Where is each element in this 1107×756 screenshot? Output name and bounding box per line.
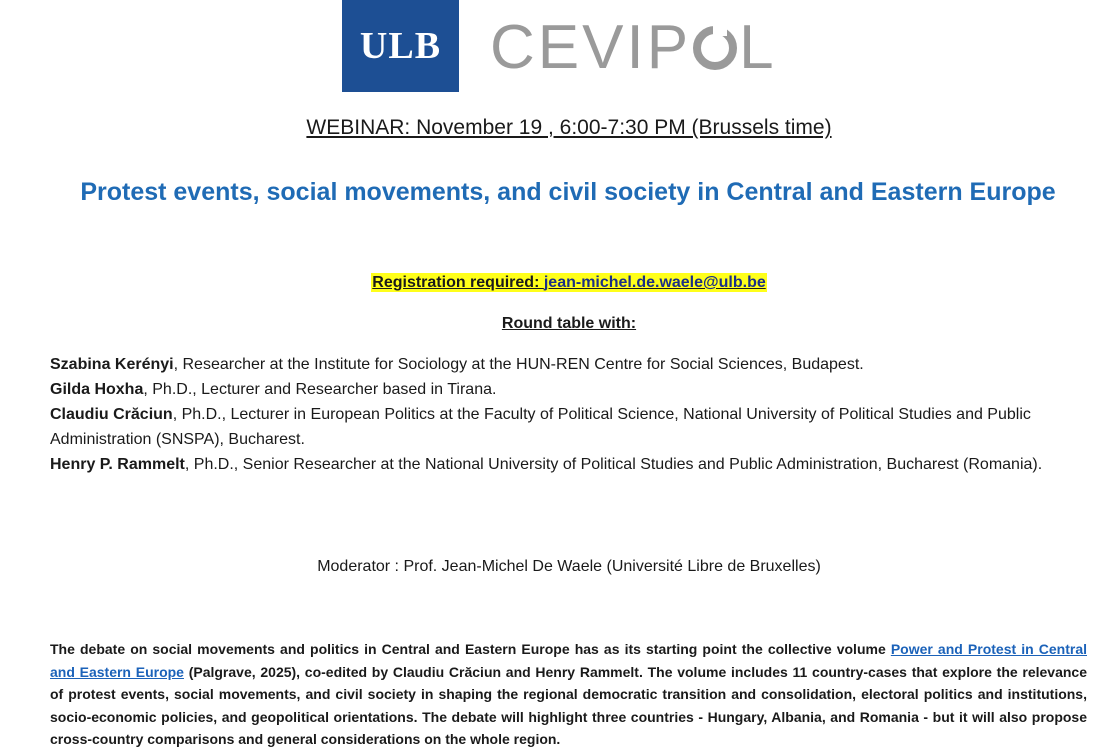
speaker-description: , Ph.D., Senior Researcher at the National University of Political Studies and Public Administration, Bucharest (Romania).: [184, 456, 1043, 473]
speaker-item: [50, 377, 1070, 402]
speaker-name: Henry P. Rammelt: [50, 456, 185, 473]
registration-highlight: [371, 273, 766, 292]
cevipol-logo-text-start: CEVIP: [490, 13, 692, 82]
speaker-item: [50, 352, 1070, 377]
speaker-description: , Ph.D., Lecturer and Researcher based in Tirana.: [143, 381, 497, 398]
speaker-name: Szabina Kerényi: [50, 356, 174, 373]
page-title: Protest events, social movements, and civil society in Central and Eastern Europe: [80, 178, 1056, 206]
ulb-logo: [342, 0, 459, 92]
cevipol-o-ring-icon: [693, 26, 737, 70]
cevipol-logo: [490, 10, 777, 86]
logo-bar: [0, 0, 1107, 96]
webinar-date-line: WEBINAR: November 19 , 6:00-7:30 PM (Brussels time): [306, 116, 832, 139]
moderator-line: Moderator : Prof. Jean-Michel De Waele (Université Libre de Bruxelles): [317, 558, 821, 575]
speaker-description: , Ph.D., Lecturer in European Politics at the Faculty of Political Science, National University of Political Studies and Public Administration (SNSPA), Bucharest.: [50, 406, 1031, 448]
cevipol-logo-text-end: L: [739, 13, 777, 82]
registration-line: [0, 274, 1107, 292]
debate-description: [50, 638, 1087, 751]
speaker-item: [50, 402, 1070, 452]
roundtable-heading: Round table with:: [501, 315, 637, 332]
registration-label: Registration required:: [372, 274, 544, 291]
registration-email-link[interactable]: jean-michel.de.waele@ulb.be: [543, 274, 766, 291]
debate-rest: (Palgrave, 2025), co-edited by Claudiu Crăciun and Henry Rammelt. The volume includes 11 country-cases that explore the relevance of protest events, social movements, and civil society in shaping the regional democratic transition and consolidation, electoral politics and institutions, socio-economic policies, and geopolitical orientations. The debate will highlight three countries - Hungary, Albania, and Romania - but it will also propose cross-country comparisons and general considerations on the whole region.: [50, 663, 1087, 747]
speaker-name: Claudiu Crăciun: [50, 406, 173, 423]
speaker-name: Gilda Hoxha: [50, 381, 144, 398]
ulb-logo-text: ULB: [359, 25, 442, 67]
debate-intro: The debate on social movements and politics in Central and Eastern Europe has as its starting point the collective volume: [50, 641, 891, 657]
speaker-description: , Researcher at the Institute for Sociology at the HUN-REN Centre for Social Sciences, Budapest.: [173, 356, 864, 373]
book-link[interactable]: Power and Protest in Central and Eastern Europe: [50, 641, 1087, 680]
speaker-list: [50, 352, 1070, 477]
speaker-item: [50, 452, 1070, 477]
